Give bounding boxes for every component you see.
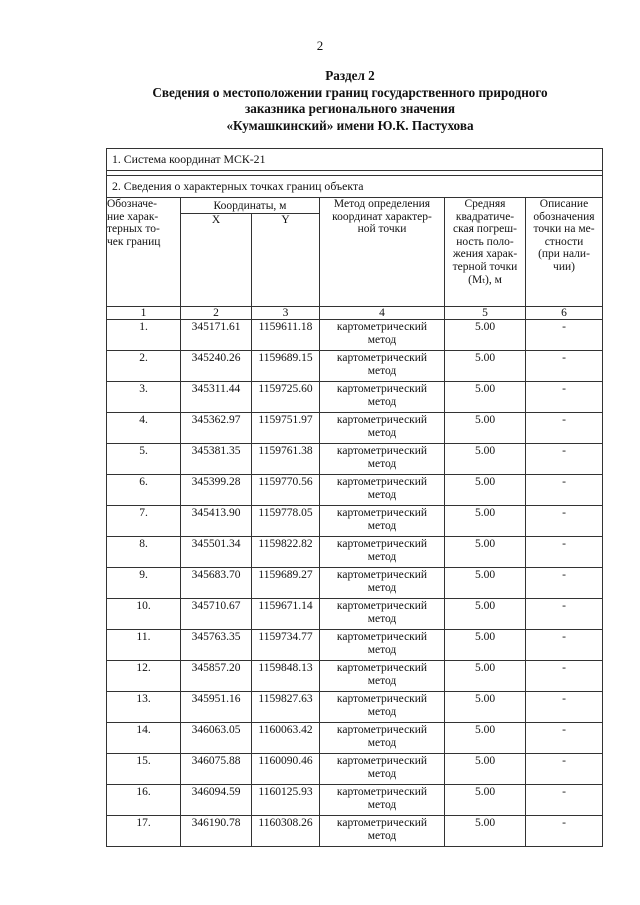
description-cell: -	[526, 474, 603, 505]
y-coordinate-cell: 1160125.93	[252, 784, 320, 815]
description-cell: -	[526, 598, 603, 629]
method-line: картометрический	[336, 785, 428, 798]
method-line: метод	[367, 488, 397, 501]
error-cell: 5.00	[445, 412, 526, 443]
method-line: картометрический	[336, 754, 428, 767]
x-coordinate-cell: 346094.59	[181, 784, 252, 815]
point-number-cell: 17.	[107, 815, 181, 846]
header-line: терной точки	[452, 260, 518, 273]
description-cell: -	[526, 412, 603, 443]
header-coordinates: Координаты, м	[181, 198, 320, 214]
point-number-cell: 8.	[107, 536, 181, 567]
description-cell: -	[526, 350, 603, 381]
x-coordinate-cell: 345362.97	[181, 412, 252, 443]
x-coordinate-cell: 345951.16	[181, 691, 252, 722]
method-cell	[320, 753, 445, 784]
y-coordinate-cell: 1159778.05	[252, 505, 320, 536]
method-line: картометрический	[336, 413, 428, 426]
header-description	[526, 198, 603, 307]
y-coordinate-cell: 1159761.38	[252, 443, 320, 474]
table-row	[107, 319, 603, 350]
point-number-cell: 16.	[107, 784, 181, 815]
x-coordinate-cell: 346063.05	[181, 722, 252, 753]
column-number: 3	[252, 306, 320, 319]
header-method	[320, 198, 445, 307]
point-number-cell: 4.	[107, 412, 181, 443]
method-line: метод	[367, 643, 397, 656]
description-cell: -	[526, 722, 603, 753]
description-cell: -	[526, 660, 603, 691]
y-coordinate-cell: 1159751.97	[252, 412, 320, 443]
x-coordinate-cell: 345710.67	[181, 598, 252, 629]
header-designation	[107, 198, 181, 307]
method-cell	[320, 536, 445, 567]
method-line: картометрический	[336, 444, 428, 457]
error-cell: 5.00	[445, 319, 526, 350]
method-line: картометрический	[336, 599, 428, 612]
point-number-cell: 12.	[107, 660, 181, 691]
column-number: 1	[107, 306, 181, 319]
description-cell: -	[526, 691, 603, 722]
column-number: 4	[320, 306, 445, 319]
method-line: метод	[367, 333, 397, 346]
y-coordinate-cell: 1160090.46	[252, 753, 320, 784]
method-line: картометрический	[336, 506, 428, 519]
column-number: 5	[445, 306, 526, 319]
table-row	[107, 536, 603, 567]
point-number-cell: 1.	[107, 319, 181, 350]
header-x: X	[181, 213, 252, 306]
header-line: Средняя	[464, 198, 506, 210]
description-cell: -	[526, 784, 603, 815]
point-number-cell: 13.	[107, 691, 181, 722]
description-cell: -	[526, 753, 603, 784]
method-line: метод	[367, 767, 397, 780]
method-line: картометрический	[336, 692, 428, 705]
method-cell	[320, 691, 445, 722]
error-cell: 5.00	[445, 505, 526, 536]
point-number-cell: 11.	[107, 629, 181, 660]
method-line: картометрический	[336, 351, 428, 364]
y-coordinate-cell: 1159671.14	[252, 598, 320, 629]
x-coordinate-cell: 345311.44	[181, 381, 252, 412]
header-line: ной точки	[357, 223, 407, 236]
method-line: метод	[367, 395, 397, 408]
x-coordinate-cell: 346075.88	[181, 753, 252, 784]
description-cell: -	[526, 505, 603, 536]
method-line: метод	[367, 519, 397, 532]
method-line: метод	[367, 612, 397, 625]
table-row	[107, 412, 603, 443]
table-row	[107, 443, 603, 474]
method-cell	[320, 412, 445, 443]
description-cell: -	[526, 815, 603, 846]
header-line: точки на ме-	[533, 223, 595, 236]
method-line: метод	[367, 705, 397, 718]
y-coordinate-cell: 1160063.42	[252, 722, 320, 753]
header-line: (при нали-	[538, 248, 590, 261]
error-cell: 5.00	[445, 815, 526, 846]
header-line: стности	[544, 235, 584, 248]
method-line: метод	[367, 457, 397, 470]
x-coordinate-cell: 345501.34	[181, 536, 252, 567]
error-cell: 5.00	[445, 598, 526, 629]
header-line: чек границ	[107, 235, 161, 248]
method-line: картометрический	[336, 382, 428, 395]
table-row	[107, 722, 603, 753]
error-cell: 5.00	[445, 691, 526, 722]
point-number-cell: 14.	[107, 722, 181, 753]
method-cell	[320, 722, 445, 753]
error-cell: 5.00	[445, 474, 526, 505]
header-line: жения харак-	[452, 248, 518, 261]
x-coordinate-cell: 345171.61	[181, 319, 252, 350]
y-coordinate-cell: 1159611.18	[252, 319, 320, 350]
table-row	[107, 567, 603, 598]
point-number-cell: 15.	[107, 753, 181, 784]
x-coordinate-cell: 345683.70	[181, 567, 252, 598]
description-cell: -	[526, 381, 603, 412]
title-line-4: «Кумашкинский» имени Ю.К. Пастухова	[226, 117, 474, 133]
method-line: метод	[367, 674, 397, 687]
header-line: (Mₜ), м	[468, 273, 502, 286]
method-line: метод	[367, 829, 397, 842]
header-line: ность поло-	[456, 235, 514, 248]
boundary-points-table	[106, 148, 603, 847]
table-body	[107, 149, 603, 847]
point-number-cell: 2.	[107, 350, 181, 381]
header-line: ние харак-	[107, 210, 159, 223]
header-line: Обозначе-	[107, 198, 157, 210]
table-row	[107, 381, 603, 412]
header-line: ская погреш-	[453, 223, 517, 236]
method-line: картометрический	[336, 475, 428, 488]
points-info-line: 2. Сведения о характерных точках границ объекта	[107, 176, 603, 198]
title-line-1: Раздел 2	[325, 68, 375, 83]
table-row	[107, 691, 603, 722]
method-cell	[320, 319, 445, 350]
y-coordinate-cell: 1159734.77	[252, 629, 320, 660]
description-cell: -	[526, 567, 603, 598]
y-coordinate-cell: 1160308.26	[252, 815, 320, 846]
y-coordinate-cell: 1159689.27	[252, 567, 320, 598]
method-cell	[320, 505, 445, 536]
y-coordinate-cell: 1159770.56	[252, 474, 320, 505]
method-line: картометрический	[336, 723, 428, 736]
method-line: картометрический	[336, 661, 428, 674]
method-cell	[320, 474, 445, 505]
method-cell	[320, 350, 445, 381]
table-row	[107, 815, 603, 846]
x-coordinate-cell: 346190.78	[181, 815, 252, 846]
y-coordinate-cell: 1159689.15	[252, 350, 320, 381]
x-coordinate-cell: 345857.20	[181, 660, 252, 691]
method-line: картометрический	[336, 537, 428, 550]
description-cell: -	[526, 536, 603, 567]
error-cell: 5.00	[445, 381, 526, 412]
title-line-2: Сведения о местоположении границ государственного природного	[152, 84, 548, 100]
description-cell: -	[526, 629, 603, 660]
method-cell	[320, 598, 445, 629]
table-row	[107, 598, 603, 629]
table-row	[107, 629, 603, 660]
error-cell: 5.00	[445, 722, 526, 753]
method-line: картометрический	[336, 568, 428, 581]
table-row	[107, 753, 603, 784]
x-coordinate-cell: 345240.26	[181, 350, 252, 381]
description-cell: -	[526, 443, 603, 474]
header-line: терных то-	[107, 223, 160, 236]
section-title	[120, 68, 580, 134]
method-line: картометрический	[336, 630, 428, 643]
method-line: метод	[367, 581, 397, 594]
header-error	[445, 198, 526, 307]
column-numbers-row	[107, 306, 603, 319]
error-cell: 5.00	[445, 443, 526, 474]
header-line: Описание	[539, 198, 589, 210]
point-number-cell: 7.	[107, 505, 181, 536]
error-cell: 5.00	[445, 660, 526, 691]
column-number: 6	[526, 306, 603, 319]
page-number: 2	[316, 38, 324, 53]
table-row	[107, 660, 603, 691]
error-cell: 5.00	[445, 753, 526, 784]
method-cell	[320, 815, 445, 846]
error-cell: 5.00	[445, 536, 526, 567]
header-line: координат характер-	[332, 210, 432, 223]
title-line-3: заказника регионального значения	[244, 101, 456, 116]
x-coordinate-cell: 345413.90	[181, 505, 252, 536]
header-y: Y	[252, 213, 320, 306]
error-cell: 5.00	[445, 784, 526, 815]
method-cell	[320, 567, 445, 598]
header-line: обозначения	[533, 210, 595, 223]
y-coordinate-cell: 1159827.63	[252, 691, 320, 722]
y-coordinate-cell: 1159848.13	[252, 660, 320, 691]
error-cell: 5.00	[445, 350, 526, 381]
header-line: чии)	[553, 260, 575, 273]
description-cell: -	[526, 319, 603, 350]
method-line: метод	[367, 798, 397, 811]
method-line: картометрический	[336, 816, 428, 829]
point-number-cell: 9.	[107, 567, 181, 598]
method-cell	[320, 660, 445, 691]
table-row	[107, 505, 603, 536]
header-line: Метод определения	[333, 198, 431, 210]
x-coordinate-cell: 345381.35	[181, 443, 252, 474]
method-cell	[320, 629, 445, 660]
y-coordinate-cell: 1159725.60	[252, 381, 320, 412]
point-number-cell: 6.	[107, 474, 181, 505]
table-row	[107, 784, 603, 815]
point-number-cell: 3.	[107, 381, 181, 412]
method-cell	[320, 443, 445, 474]
table-row	[107, 350, 603, 381]
method-line: картометрический	[336, 320, 428, 333]
table-row	[107, 474, 603, 505]
point-number-cell: 5.	[107, 443, 181, 474]
method-line: метод	[367, 364, 397, 377]
error-cell: 5.00	[445, 629, 526, 660]
x-coordinate-cell: 345399.28	[181, 474, 252, 505]
method-line: метод	[367, 736, 397, 749]
method-line: метод	[367, 426, 397, 439]
x-coordinate-cell: 345763.35	[181, 629, 252, 660]
point-number-cell: 10.	[107, 598, 181, 629]
y-coordinate-cell: 1159822.82	[252, 536, 320, 567]
method-cell	[320, 784, 445, 815]
method-cell	[320, 381, 445, 412]
method-line: метод	[367, 550, 397, 563]
coordinate-system-line: 1. Система координат МСК-21	[107, 149, 603, 171]
error-cell: 5.00	[445, 567, 526, 598]
header-line: квадратиче-	[455, 210, 515, 223]
column-number: 2	[181, 306, 252, 319]
